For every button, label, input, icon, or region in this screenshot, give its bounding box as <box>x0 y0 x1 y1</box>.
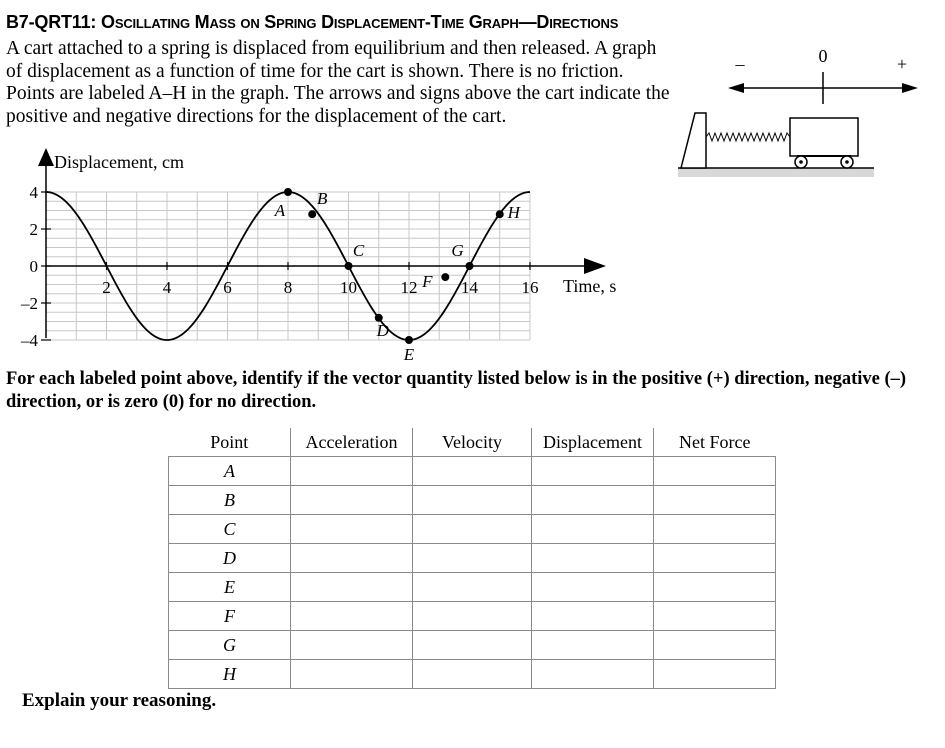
point-cell: D <box>169 544 291 573</box>
intro-paragraph: A cart attached to a spring is displaced from equilibrium and then released. A graph of displacement as a function of time for the cart is shown. There is no friction. Points are labeled A–H in the graph. The arrows and signs above the cart indicate the positive and negative directions for the displacement of the cart. <box>6 38 670 127</box>
point-f-label: F <box>422 272 433 292</box>
table-row <box>169 515 776 544</box>
point-h-marker <box>496 210 504 218</box>
x-tick-label: 14 <box>461 278 478 297</box>
title-name: Oscillating Mass on Spring Displacement-Time Graph—Directions <box>101 12 619 32</box>
answer-cell[interactable] <box>532 486 654 515</box>
column-header: Acceleration <box>291 428 413 457</box>
point-f-marker <box>441 273 449 281</box>
x-tick-label: 8 <box>283 278 293 297</box>
answer-cell[interactable] <box>654 573 776 602</box>
answer-cell[interactable] <box>654 544 776 573</box>
answer-cell[interactable] <box>654 457 776 486</box>
x-tick-label: 2 <box>102 278 111 297</box>
x-tick-label: 10 <box>340 278 357 297</box>
point-cell: E <box>169 573 291 602</box>
title-code: B7-QRT11: <box>6 12 97 32</box>
y-tick-label: –2 <box>21 294 38 313</box>
table-row <box>169 573 776 602</box>
point-e-marker <box>405 336 413 344</box>
table-body <box>169 457 776 689</box>
answer-cell[interactable] <box>291 631 413 660</box>
point-cell: A <box>169 457 291 486</box>
y-tick-label: 2 <box>29 220 38 239</box>
answer-cell[interactable] <box>291 544 413 573</box>
y-tick-label: 4 <box>29 183 38 202</box>
table-header-row <box>169 428 776 457</box>
answer-cell[interactable] <box>532 457 654 486</box>
point-cell: F <box>169 602 291 631</box>
answer-cell[interactable] <box>413 486 532 515</box>
table-row <box>169 486 776 515</box>
column-header: Velocity <box>413 428 532 457</box>
point-cell: H <box>169 660 291 689</box>
answer-cell[interactable] <box>532 602 654 631</box>
zero-label: 0 <box>818 46 828 66</box>
column-header: Point <box>210 431 249 452</box>
point-cell: G <box>169 631 291 660</box>
answer-cell[interactable] <box>654 515 776 544</box>
positive-sign: + <box>896 54 908 74</box>
x-axis-label: Time, s <box>563 276 617 296</box>
y-axis-arrowhead <box>38 148 54 166</box>
point-e-label: E <box>403 345 415 364</box>
table-row <box>169 660 776 689</box>
answer-cell[interactable] <box>654 602 776 631</box>
x-tick-label: 12 <box>400 278 418 297</box>
point-c-label: C <box>352 241 365 260</box>
table-row <box>169 457 776 486</box>
y-axis-label: Displacement, cm <box>54 152 184 172</box>
answer-cell[interactable] <box>291 602 413 631</box>
answer-cell[interactable] <box>291 660 413 689</box>
column-header: Displacement <box>532 428 654 457</box>
point-h-label: H <box>507 203 520 223</box>
x-tick-label: 6 <box>223 278 232 297</box>
answer-cell[interactable] <box>291 573 413 602</box>
x-tick-label: 4 <box>162 278 172 297</box>
point-b-marker <box>308 210 316 218</box>
table-row <box>169 631 776 660</box>
answer-cell[interactable] <box>532 660 654 689</box>
answer-cell[interactable] <box>413 544 532 573</box>
answer-table <box>168 428 776 689</box>
point-a-marker <box>284 188 292 196</box>
table-row <box>169 602 776 631</box>
answer-cell[interactable] <box>532 573 654 602</box>
instruction-text: For each labeled point above, identify if the vector quantity listed below is in the positive (+) direction, negative (–) direction, or is zero (0) for no direction. <box>6 369 907 412</box>
answer-cell[interactable] <box>654 631 776 660</box>
point-c-marker <box>345 262 353 270</box>
point-g-label: G <box>451 241 464 260</box>
y-tick-label: 0 <box>29 257 38 276</box>
point-b-label: B <box>317 189 328 209</box>
answer-cell[interactable] <box>532 544 654 573</box>
answer-cell[interactable] <box>291 486 413 515</box>
explain-prompt: Explain your reasoning. <box>22 690 217 711</box>
answer-cell[interactable] <box>532 631 654 660</box>
answer-cell[interactable] <box>413 602 532 631</box>
point-cell: B <box>169 486 291 515</box>
x-axis-arrowhead <box>584 258 606 274</box>
answer-cell[interactable] <box>413 457 532 486</box>
x-tick-label: 16 <box>521 278 539 297</box>
answer-cell[interactable] <box>654 486 776 515</box>
answer-cell[interactable] <box>413 573 532 602</box>
table-row <box>169 544 776 573</box>
answer-cell[interactable] <box>413 660 532 689</box>
y-tick-label: –4 <box>21 331 38 350</box>
negative-sign: – <box>735 54 745 74</box>
answer-cell[interactable] <box>532 515 654 544</box>
point-a-label: A <box>274 201 286 220</box>
answer-cell[interactable] <box>654 660 776 689</box>
point-g-marker <box>466 262 474 270</box>
answer-cell[interactable] <box>413 515 532 544</box>
chart-axes <box>38 148 606 338</box>
answer-cell[interactable] <box>413 631 532 660</box>
point-d-label: D <box>376 320 389 340</box>
column-header: Net Force <box>654 428 776 457</box>
point-cell: C <box>169 515 291 544</box>
answer-cell[interactable] <box>291 515 413 544</box>
answer-cell[interactable] <box>291 457 413 486</box>
